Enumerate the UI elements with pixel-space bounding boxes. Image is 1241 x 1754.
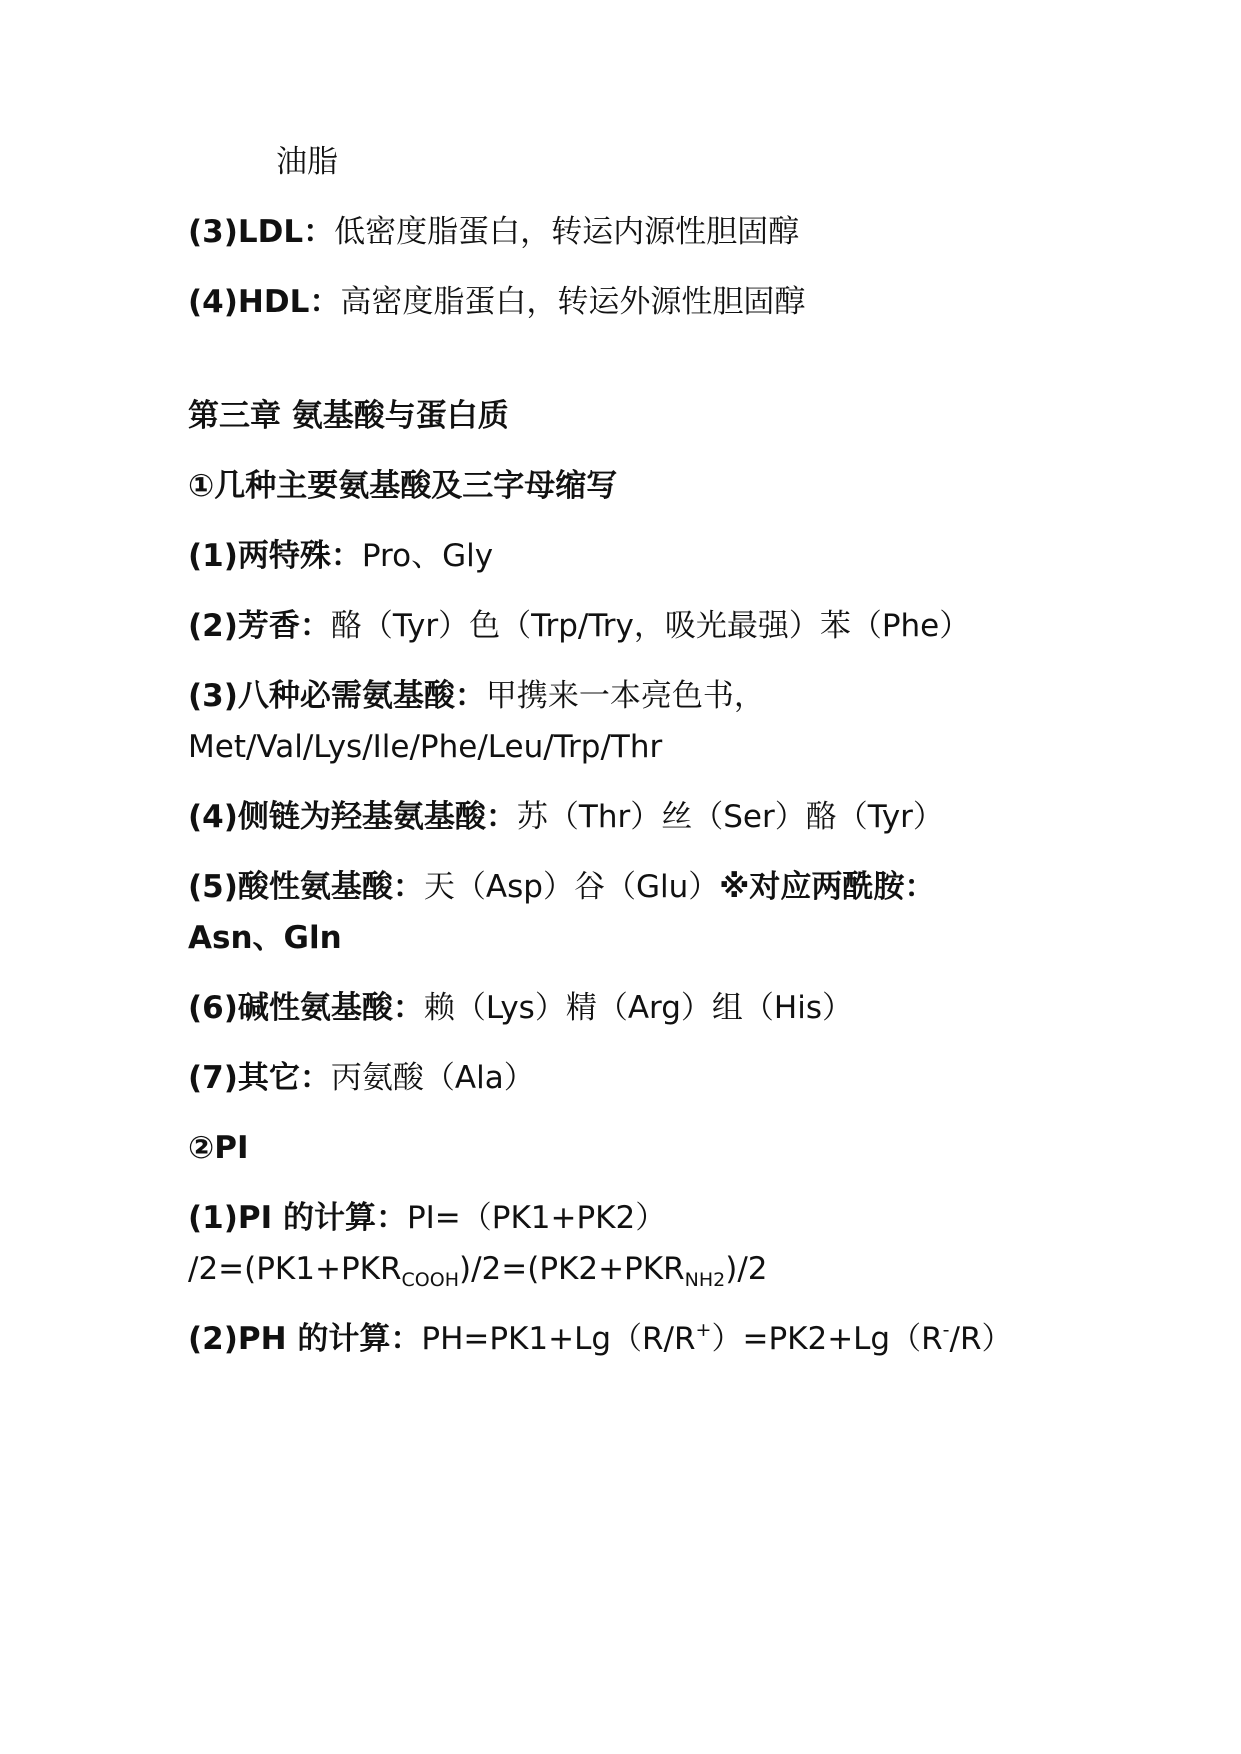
text-line bbox=[188, 727, 662, 767]
text-line bbox=[188, 606, 970, 646]
line-text: 丙氨酸（Ala） bbox=[330, 1060, 535, 1096]
line-label: (3)LDL： bbox=[188, 214, 335, 250]
line-text: 苏（Thr）丝（Ser）酪（Tyr） bbox=[516, 799, 944, 835]
text-line bbox=[276, 142, 338, 182]
subscript: NH2 bbox=[684, 1269, 726, 1291]
line-text: 赖（Lys）精（Arg）组（His） bbox=[423, 990, 853, 1026]
formula-part: PH=PK1+Lg（R/R bbox=[421, 1321, 696, 1357]
subscript: COOH bbox=[401, 1269, 459, 1291]
formula-part: ）=PK2+Lg（R bbox=[711, 1321, 943, 1357]
text-line bbox=[188, 536, 493, 576]
formula-line bbox=[188, 1249, 767, 1289]
line-text: 高密度脂蛋白，转运外源性胆固醇 bbox=[340, 284, 806, 320]
line-label: (6)碱性氨基酸： bbox=[188, 990, 424, 1026]
text-line bbox=[188, 988, 853, 1028]
line-label: (4)HDL： bbox=[188, 284, 341, 320]
section-heading bbox=[188, 466, 617, 506]
line-label: (2)芳香： bbox=[188, 608, 331, 644]
superscript: - bbox=[942, 1319, 950, 1341]
section-heading bbox=[188, 1128, 249, 1168]
line-text: 天（Asp）谷（Glu） bbox=[423, 869, 720, 905]
line-text: 甲携来一本亮色书， bbox=[485, 678, 765, 714]
chapter-heading bbox=[188, 396, 509, 436]
chapter-title: 第三章 氨基酸与蛋白质 bbox=[188, 398, 509, 434]
formula-part: /2=(PK1+PKR bbox=[188, 1251, 402, 1287]
line-label: (1)两特殊： bbox=[188, 538, 362, 574]
formula-part: )/2=(PK2+PKR bbox=[459, 1251, 685, 1287]
superscript: + bbox=[695, 1319, 712, 1341]
line-label: (7)其它： bbox=[188, 1060, 331, 1096]
formula-line bbox=[188, 1319, 1013, 1359]
line-text: PI=（PK1+PK2） bbox=[406, 1200, 667, 1236]
text-line bbox=[188, 1198, 666, 1238]
formula-part: /R） bbox=[949, 1321, 1013, 1357]
text-line bbox=[188, 797, 944, 837]
line-label: (2)PH 的计算： bbox=[188, 1321, 422, 1357]
line-label: (3)八种必需氨基酸： bbox=[188, 678, 486, 714]
line-text: 油脂 bbox=[276, 144, 338, 180]
text-line bbox=[188, 867, 935, 907]
line-label: (1)PI 的计算： bbox=[188, 1200, 407, 1236]
line-label: (5)酸性氨基酸： bbox=[188, 869, 424, 905]
text-line bbox=[188, 1058, 535, 1098]
text-line bbox=[188, 676, 765, 716]
line-text: 酪（Tyr）色（Trp/Try，吸光最强）苯（Phe） bbox=[330, 608, 971, 644]
line-text: 低密度脂蛋白，转运内源性胆固醇 bbox=[334, 214, 800, 250]
formula-part: )/2 bbox=[725, 1251, 768, 1287]
text-line bbox=[188, 212, 799, 252]
text-line bbox=[188, 918, 342, 958]
line-note: ※对应两酰胺： bbox=[719, 869, 936, 905]
line-text: Pro、Gly bbox=[361, 538, 494, 574]
text-line bbox=[188, 282, 805, 322]
section-title: ①几种主要氨基酸及三字母缩写 bbox=[188, 468, 618, 504]
line-label: (4)侧链为羟基氨基酸： bbox=[188, 799, 517, 835]
line-text: Asn、Gln bbox=[188, 920, 342, 956]
line-text: Met/Val/Lys/Ile/Phe/Leu/Trp/Thr bbox=[188, 729, 663, 765]
section-title: ②PI bbox=[188, 1130, 249, 1166]
